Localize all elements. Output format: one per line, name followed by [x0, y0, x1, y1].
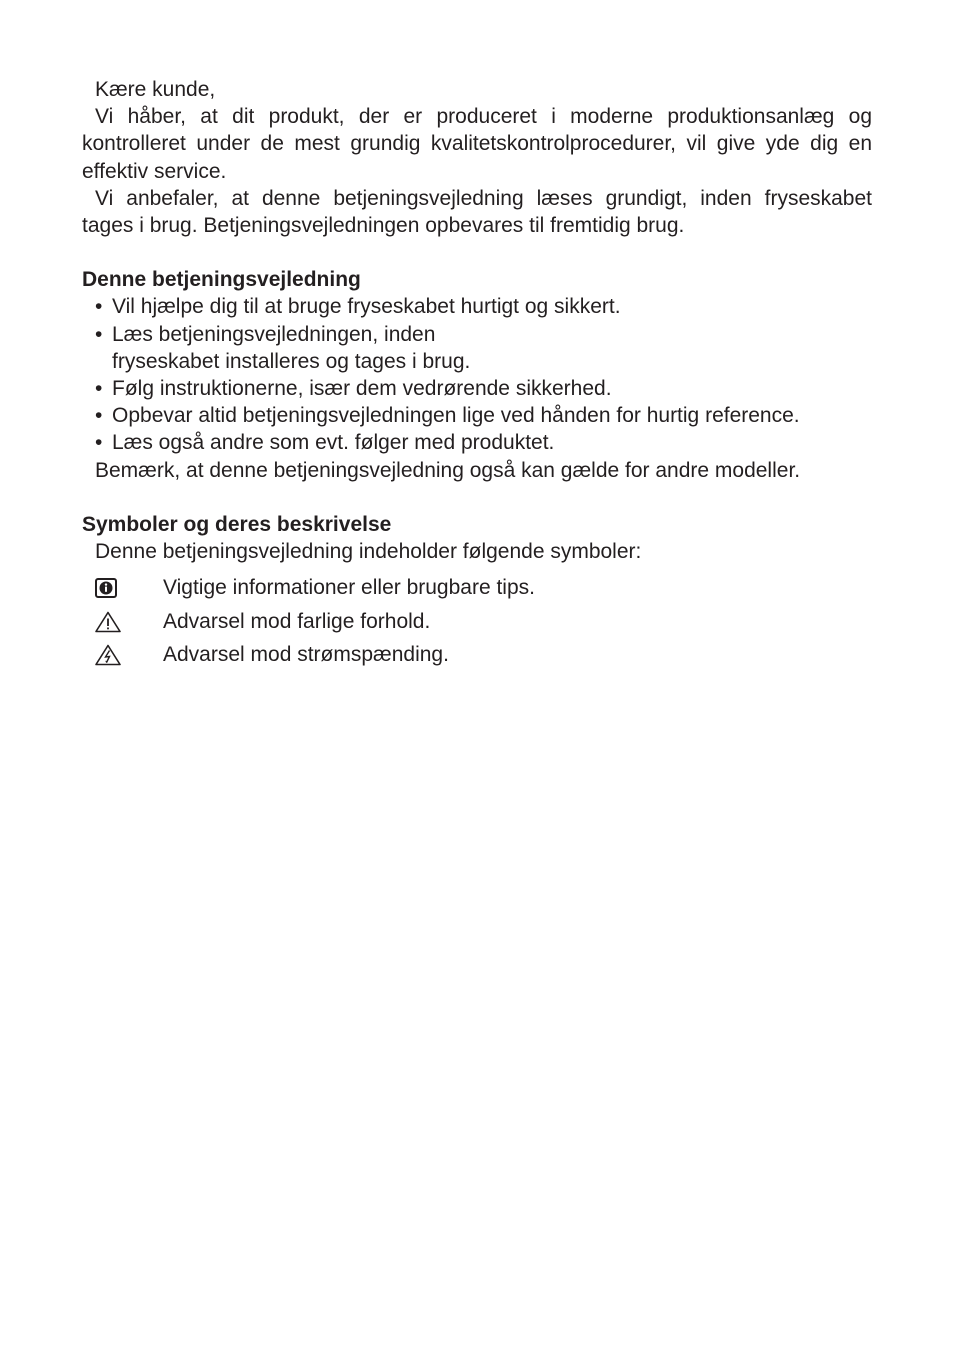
list-item	[82, 429, 872, 456]
symbol-row-warning	[82, 605, 872, 639]
bullet-text: Følg instruktionerne, især dem vedrørende sikkerhed.	[112, 377, 612, 401]
info-icon	[82, 578, 163, 598]
warning-triangle-icon	[82, 611, 163, 633]
list-item	[82, 402, 872, 429]
symbol-description: Advarsel mod strømspænding.	[163, 643, 449, 667]
symbols-intro: Denne betjeningsvejledning indeholder følgende symboler:	[95, 540, 642, 564]
list-item	[82, 321, 492, 375]
bullet-text: Læs betjeningsvejledningen, inden fryseskabet installeres og tages i brug.	[112, 322, 471, 373]
symbols-list	[82, 571, 872, 672]
symbol-row-electric	[82, 638, 872, 672]
manual-bullet-list	[82, 293, 872, 456]
intro-paragraph-1: Vi håber, at dit produkt, der er produceret i moderne produktionsanlæg og kontrolleret under de mest grundig kvalitetskontrolprocedurer, vil give yde dig en effektiv service.	[82, 105, 872, 183]
list-item	[82, 375, 872, 402]
symbols-heading: Symboler og deres beskrivelse	[82, 512, 392, 536]
list-item	[82, 293, 872, 320]
bullet-text: Opbevar altid betjeningsvejledningen lige ved hånden for hurtig reference.	[112, 404, 800, 428]
bullet-dot: •	[95, 377, 103, 401]
bullet-dot: •	[95, 404, 103, 428]
symbol-description: Advarsel mod farlige forhold.	[163, 609, 431, 633]
electric-warning-icon	[82, 644, 163, 666]
greeting: Kære kunde,	[95, 78, 216, 101]
manual-page	[82, 76, 872, 672]
models-note: Bemærk, at denne betjeningsvejledning også kan gælde for andre modeller.	[95, 458, 801, 482]
bullet-dot: •	[95, 431, 103, 455]
symbol-row-info	[82, 571, 872, 605]
bullet-text: Læs også andre som evt. følger med produktet.	[112, 431, 555, 455]
intro-paragraph-2: Vi anbefaler, at denne betjeningsvejledning læses grundigt, inden fryseskabet tages i brug. Betjeningsvejledningen opbevares til fremtidig brug.	[82, 186, 872, 238]
bullet-text: Vil hjælpe dig til at bruge fryseskabet hurtigt og sikkert.	[112, 295, 621, 319]
bullet-dot: •	[95, 322, 103, 346]
symbol-description: Vigtige informationer eller brugbare tips.	[163, 576, 535, 600]
bullet-dot: •	[95, 295, 103, 319]
manual-heading: Denne betjeningsvejledning	[82, 268, 361, 292]
